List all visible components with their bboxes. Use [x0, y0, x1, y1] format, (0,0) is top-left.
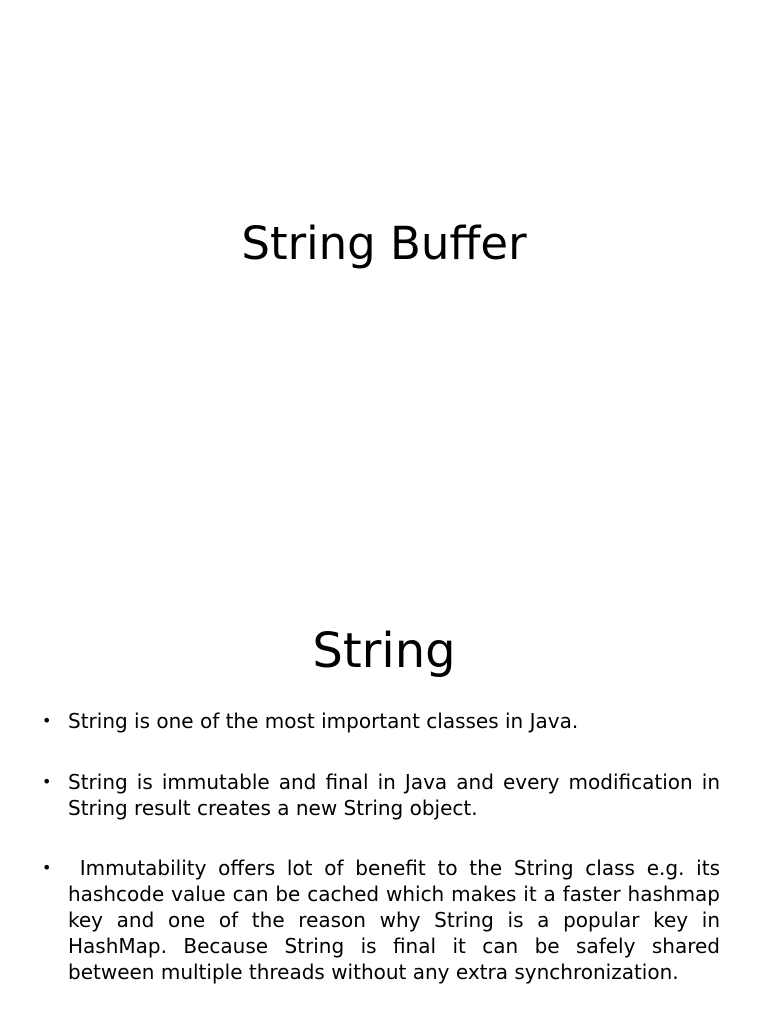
- slide-string: [0, 576, 768, 1024]
- slide-title: String Buffer: [241, 217, 527, 270]
- list-item: [42, 855, 727, 985]
- bullet-text: String is one of the most important classes in Java.: [68, 709, 579, 733]
- bullet-icon: •: [42, 858, 52, 877]
- list-item: [42, 708, 720, 734]
- bullet-icon: •: [42, 772, 52, 791]
- slide-title: String: [312, 623, 456, 679]
- bullet-icon: •: [42, 711, 52, 730]
- bullet-text: String is immutable and final in Java and every modification in String result creates a new String object.: [68, 770, 720, 820]
- bullet-text: Immutability offers lot of benefit to the String class e.g. its hashcode value can be cached which makes it a faster hashmap key and one of the reason why String is a popular key in HashMap. Because String is final it can be safely shared between multiple threads without any extra synchronization.: [68, 856, 727, 984]
- list-item: [42, 769, 720, 821]
